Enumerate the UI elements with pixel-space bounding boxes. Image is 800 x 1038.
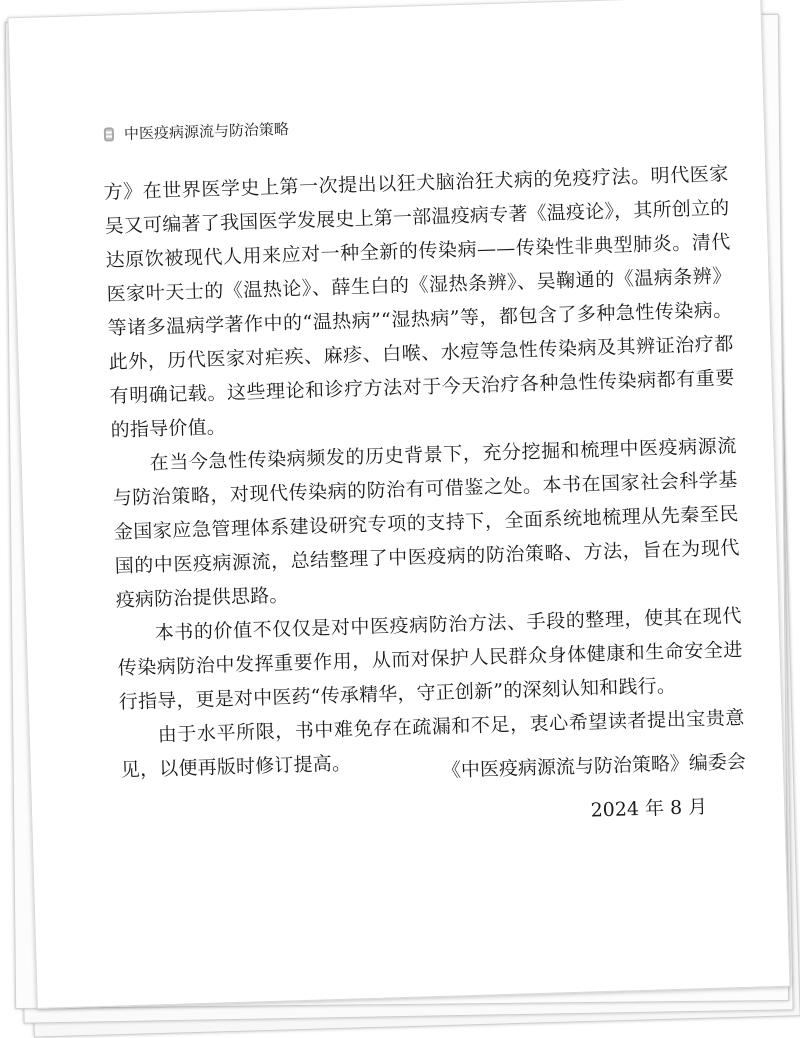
committee-name: 《中医疫病源流与防治策略》编委会 xyxy=(441,750,747,782)
paragraph: 由于水平所限，书中难免存在疏漏和不足，衷心希望读者提出宝贵意见，以便再版时修订提高。 xyxy=(120,706,745,782)
book-mark-icon xyxy=(104,127,114,141)
preface-body xyxy=(103,157,746,787)
signature-date: 2024 年 8 月 xyxy=(590,795,708,822)
book-page xyxy=(7,0,790,1009)
paragraph: 方》在世界医学史上第一次提出以狂犬脑治狂犬病的免疫疗法。明代医家吴又可编著了我国医学发展史上第一部温疫病专著《温疫论》，其所创立的达原饮被现代人用来应对一种全新的传染病——传染性非典型肺炎。清代医家叶天士的《温热论》、薛生白的《湿热条辨》、吴鞠通的《温病条辨》等诸多温病学著作中的“温热病”“湿热病”等，都包含了多种急性传染病。此外，历代医家对疟疾、麻疹、白喉、水痘等急性传染病及其辨证治疗都有明确记载。这些理论和诊疗方法对于今天治疗各种急性传染病都有重要的指导价值。 xyxy=(103,163,735,442)
paragraph: 本书的价值不仅仅是对中医疫病防治方法、手段的整理，使其在现代传染病防治中发挥重要作用，从而对保护人民群众身体健康和生命安全进行指导，更是对中医药“传承精华，守正创新”的深刻认知和践行。 xyxy=(117,604,743,714)
running-head xyxy=(104,118,290,144)
paragraph: 在当今急性传染病频发的历史背景下，充分挖掘和梳理中医疫病源流与防治策略，对现代传染病的防治有可借鉴之处。本书在国家社会科学基金国家应急管理体系建设研究专项的支持下，全面系统地梳理从先秦至民国的中医疫病源流，总结整理了中医疫病的防治策略、方法，旨在为现代疫病防治提供思路。 xyxy=(112,434,740,612)
running-head-title: 中医疫病源流与防治策略 xyxy=(123,120,290,143)
